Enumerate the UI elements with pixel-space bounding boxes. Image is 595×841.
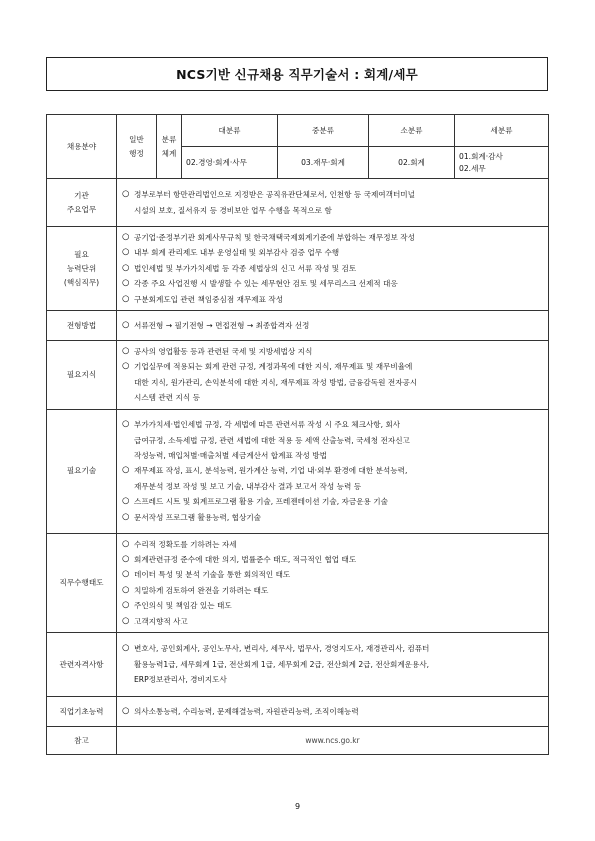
middle-category-header: 중분류 (278, 115, 369, 147)
bullet-item (122, 359, 544, 374)
circle-bullet-icon: ○ (122, 262, 130, 273)
bullet-item (122, 292, 544, 307)
field-label: 채용분야 (47, 115, 117, 179)
detail-category-header: 세분류 (455, 115, 549, 147)
work-attitude-row (47, 533, 549, 632)
bullet-text: 주인의식 및 책임감 있는 태도 (134, 601, 232, 611)
circle-bullet-icon: ○ (122, 232, 130, 242)
row-content (117, 179, 549, 227)
bullet-text: 기업실무에 적용되는 회계 관련 규정, 계정과목에 대한 지식, 재무제표 및 재무비율에 (134, 362, 413, 372)
row-content (117, 227, 549, 311)
row-content (117, 633, 549, 697)
row-content (117, 311, 549, 341)
bullet-text: 의사소통능력, 수리능력, 문제해결능력, 자원관리능력, 조직이해능력 (134, 706, 359, 716)
row-label-line: 필요기술 (66, 466, 97, 476)
circle-bullet-icon: ○ (122, 615, 130, 626)
row-label-line: 필요 (74, 249, 89, 259)
bullet-text: 부가가치세·법인세법 규정, 각 세법에 따른 관련서류 작성 시 주요 체크사항, 회사 (134, 420, 401, 430)
bullet-text: 치밀하게 검토하여 완전을 기하려는 태도 (134, 585, 269, 595)
minor-category-header: 소분류 (369, 115, 455, 147)
bullet-text: 서류전형 → 필기전형 → 면접전형 → 최종합격자 선정 (134, 320, 310, 330)
circle-bullet-icon: ○ (122, 465, 130, 476)
bullet-text: 법인세법 및 부가가치세법 등 각종 세법상의 신고 서류 작성 및 검토 (134, 263, 357, 273)
reference-url: www.ncs.go.kr (117, 727, 549, 755)
row-label (47, 179, 117, 227)
classification-label (157, 115, 182, 179)
general-admin-line: 일반 (129, 134, 144, 144)
row-label-line: 관련자격사항 (59, 659, 104, 669)
page-number: 9 (294, 802, 301, 811)
minor-category-value: 02.회계 (369, 147, 455, 179)
bullet-item (122, 704, 544, 719)
bullet-text: 회계관련규정 준수에 대한 의지, 법률준수 태도, 적극적인 협업 태도 (134, 555, 357, 565)
circle-bullet-icon: ○ (122, 643, 130, 654)
continuation-text: 시설의 보호, 질서유지 등 경비보안 업무 수행을 목적으로 함 (134, 205, 332, 215)
circle-bullet-icon: ○ (122, 319, 130, 330)
row-label-line: 직무수행태도 (59, 577, 104, 587)
circle-bullet-icon: ○ (122, 600, 130, 611)
bullet-item (122, 463, 544, 478)
major-category-value: 02.경영·회계·사무 (182, 147, 278, 179)
row-content (117, 697, 549, 727)
row-label-line: 능력단위 (66, 263, 97, 273)
continuation-text: 급여규정, 소득세법 규정, 관련 세법에 대한 적용 등 세액 산출능력, 국세청 전자신고 (134, 435, 410, 445)
row-label (47, 409, 117, 533)
detail-category-line: 02.세무 (459, 163, 486, 173)
bullet-text: 정부로부터 항만관리법인으로 지정받은 공직유관단체로서, 인천항 등 국제여객터미널 (134, 190, 415, 200)
general-admin-line: 행정 (129, 148, 144, 158)
bullet-text: 고객지향적 사고 (134, 616, 188, 626)
bullet-item (122, 641, 544, 656)
continuation-text: 대한 지식, 원가관리, 손익분석에 대한 지식, 재무제표 작성 방법, 금융감독원 전자공시 (134, 377, 418, 387)
required-knowledge-row (47, 341, 549, 410)
row-label-line: 직업기초능력 (59, 706, 104, 716)
circle-bullet-icon: ○ (122, 346, 130, 357)
detail-category-value (455, 147, 549, 179)
major-category-header: 대분류 (182, 115, 278, 147)
bullet-text: 스프레드 시트 및 회계프로그램 활용 기술, 프레젠테이션 기술, 자금운용 기술 (134, 497, 388, 507)
bullet-item (122, 537, 544, 552)
circle-bullet-icon: ○ (122, 511, 130, 522)
row-label-line: 전형방법 (66, 320, 97, 330)
document-title: NCS기반 신규채용 직무기술서 : 회계/세무 (46, 57, 548, 91)
bullet-item (122, 318, 544, 333)
circle-bullet-icon: ○ (122, 293, 130, 304)
row-label-line: (핵심직무) (63, 277, 100, 287)
row-label (47, 311, 117, 341)
bullet-text: 재무제표 작성, 표시, 분석능력, 원가계산 능력, 기업 내·외부 환경에 대한 분석능력, (134, 466, 408, 476)
bullet-item (122, 230, 544, 245)
circle-bullet-icon: ○ (122, 419, 130, 430)
bullet-text: 문서작성 프로그램 활용능력, 협상기술 (134, 512, 262, 522)
continuation-text: 활용능력1급, 세무회계 1급, 전산회계 1급, 세무회계 2급, 전산회계 2급, 전산회계운용사, (134, 659, 430, 669)
required-competency-row (47, 227, 549, 311)
row-content (117, 533, 549, 632)
reference-label: 참고 (47, 727, 117, 755)
bullet-item (122, 567, 544, 582)
bullet-text: 공기업·준정부기관 회계사무규칙 및 한국채택국제회계기준에 부합하는 재무정보 작성 (134, 233, 415, 242)
bullet-item (122, 276, 544, 291)
agency-main-work-row (47, 179, 549, 227)
circle-bullet-icon: ○ (122, 278, 130, 289)
bullet-item (122, 552, 544, 567)
row-content (117, 341, 549, 410)
row-label (47, 341, 117, 410)
classification-line: 분류 (161, 134, 177, 144)
bullet-item (122, 598, 544, 613)
continuation-text: 재무분석 정보 작성 및 보고 기술, 내부감사 결과 보고서 작성 능력 등 (134, 481, 362, 491)
detail-category-line: 01.회계·감사 (459, 151, 503, 161)
bullet-item (122, 614, 544, 629)
circle-bullet-icon: ○ (122, 538, 130, 549)
continuation-text: 시스템 관련 지식 등 (134, 393, 200, 403)
continuation-text: ERP정보관리사, 경비지도사 (134, 675, 227, 685)
circle-bullet-icon: ○ (122, 705, 130, 716)
circle-bullet-icon: ○ (122, 554, 130, 565)
bullet-item (122, 187, 544, 202)
circle-bullet-icon: ○ (122, 361, 130, 372)
bullet-item (122, 494, 544, 509)
circle-bullet-icon: ○ (122, 496, 130, 507)
bullet-text: 수리적 정확도를 기하려는 자세 (134, 539, 237, 549)
circle-bullet-icon: ○ (122, 569, 130, 580)
row-label-line: 주요업무 (66, 204, 97, 214)
circle-bullet-icon: ○ (122, 584, 130, 595)
bullet-text: 데이터 특성 및 분석 기술을 통한 회의적인 태도 (134, 570, 291, 580)
qualification-row (47, 633, 549, 697)
middle-category-value: 03.재무·회계 (278, 147, 369, 179)
continuation-text: 작성능력, 매입처별·매출처별 세금계산서 합계표 작성 방법 (134, 451, 327, 461)
row-content (117, 409, 549, 533)
bullet-text: 변호사, 공인회계사, 공인노무사, 변리사, 세무사, 법무사, 경영지도사, 재경관리사, 컴퓨터 (134, 644, 430, 654)
bullet-item (122, 417, 544, 432)
bullet-item (122, 583, 544, 598)
circle-bullet-icon: ○ (122, 189, 130, 200)
bullet-text: 내부 회계 관리제도 내부 운영실태 및 외부감사 검증 업무 수행 (134, 248, 340, 258)
selection-process-row (47, 311, 549, 341)
bullet-item (122, 245, 544, 260)
basic-ability-row (47, 697, 549, 727)
row-label-line: 필요지식 (66, 369, 97, 379)
classification-line: 체계 (161, 148, 177, 158)
job-description-table (46, 114, 549, 755)
required-skill-row (47, 409, 549, 533)
bullet-item (122, 261, 544, 276)
row-label-line: 기관 (74, 190, 89, 200)
bullet-text: 각종 주요 사업진행 시 발생할 수 있는 세무현안 검토 및 세무리스크 선제적 대응 (134, 279, 398, 289)
circle-bullet-icon: ○ (122, 247, 130, 258)
row-label (47, 633, 117, 697)
row-label (47, 227, 117, 311)
bullet-item (122, 344, 544, 359)
bullet-item (122, 510, 544, 525)
bullet-text: 공사의 영업활동 등과 관련된 국세 및 지방세법상 지식 (134, 347, 313, 357)
row-label (47, 697, 117, 727)
row-label (47, 533, 117, 632)
bullet-text: 구분회계도입 관련 책임중심점 재무제표 작성 (134, 294, 284, 304)
general-admin-label (117, 115, 157, 179)
